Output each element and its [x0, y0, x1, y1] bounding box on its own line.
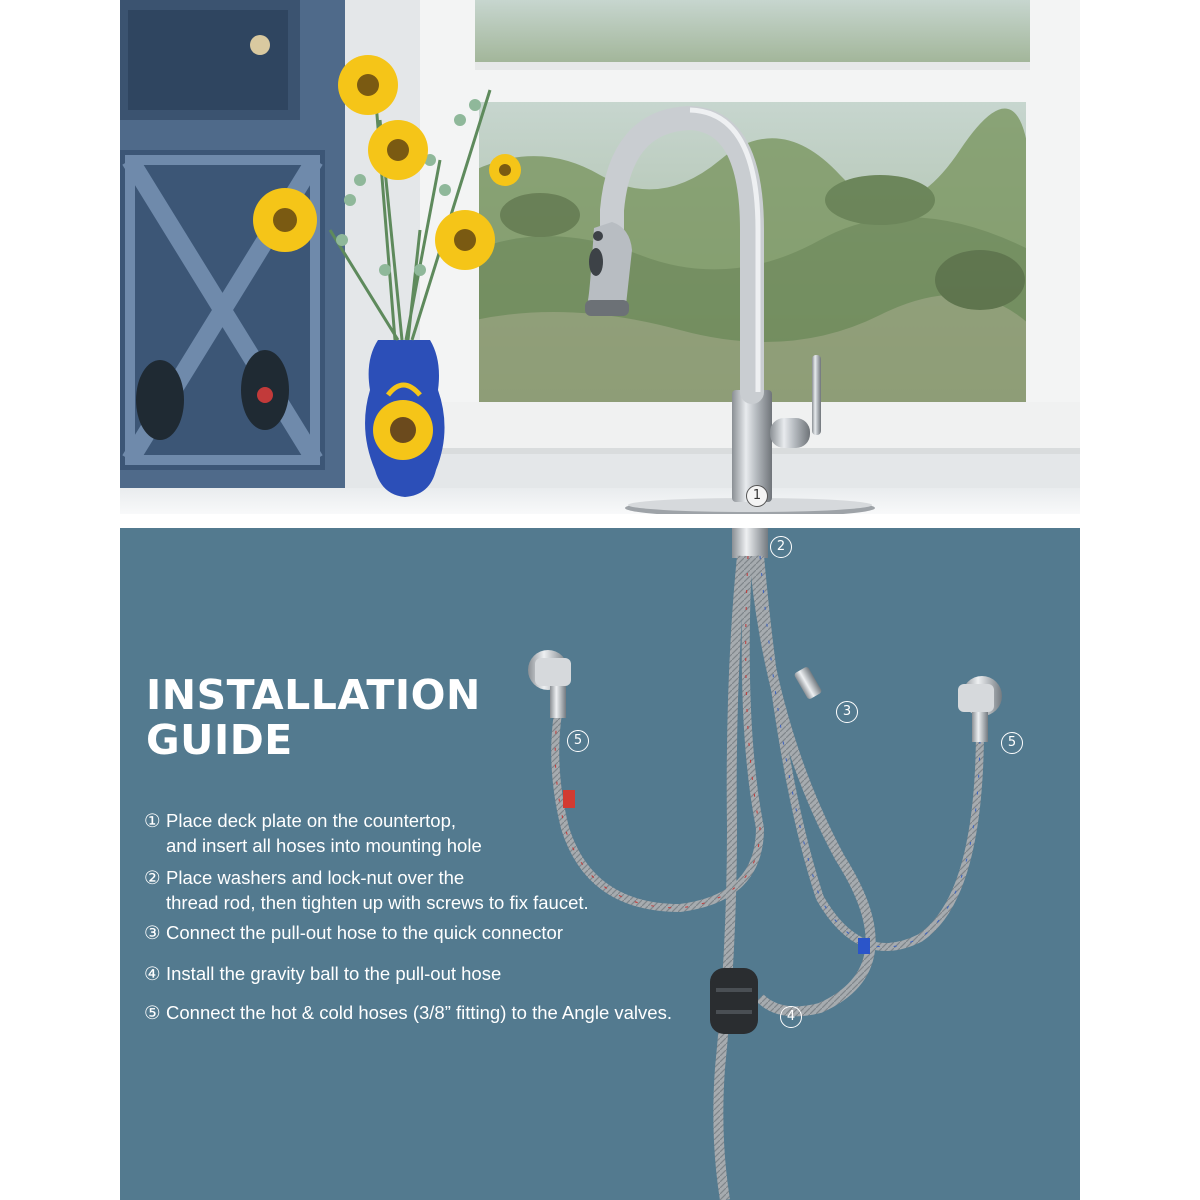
step-text: Place deck plate on the countertop,: [166, 810, 457, 831]
gravity-ball-icon: [710, 968, 758, 1034]
title-line-1: INSTALLATION: [146, 671, 481, 719]
callout-4: 4: [780, 1006, 802, 1028]
callout-2: 2: [770, 536, 792, 558]
step-4: [144, 961, 501, 986]
step-number: ①: [144, 810, 161, 831]
divider: [120, 514, 1080, 528]
step-text: Connect the pull-out hose to the quick connector: [166, 922, 563, 943]
step-text: Install the gravity ball to the pull-out hose: [166, 963, 502, 984]
step-text-continued: thread rod, then tighten up with screws to fix faucet.: [166, 892, 589, 913]
hose-diagram: [120, 528, 1080, 1200]
step-number: ④: [144, 963, 161, 984]
page-title: [146, 673, 481, 763]
step-number: ②: [144, 867, 161, 888]
callout-1: 1: [746, 485, 768, 507]
kitchen-photo: [120, 0, 1080, 514]
step-text-continued: and insert all hoses into mounting hole: [166, 835, 482, 856]
braided-hose-icon: [718, 556, 742, 1200]
step-1: [144, 808, 482, 858]
step-number: ⑤: [144, 1002, 161, 1023]
step-number: ③: [144, 922, 161, 943]
callout-5-right: 5: [1001, 732, 1023, 754]
step-2: [144, 865, 589, 915]
title-line-2: GUIDE: [146, 716, 293, 764]
angle-valve-icon: [528, 650, 571, 718]
angle-valve-icon: [958, 676, 1002, 742]
callout-5-left: 5: [567, 730, 589, 752]
installation-guide-image: [120, 0, 1080, 1200]
step-5: [144, 1000, 672, 1025]
shank-icon: [732, 528, 768, 558]
step-text: Connect the hot & cold hoses (3/8” fitting) to the Angle valves.: [166, 1002, 672, 1023]
step-text: Place washers and lock-nut over the: [166, 867, 465, 888]
instructions-panel: [120, 528, 1080, 1200]
callout-3: 3: [836, 701, 858, 723]
step-3: [144, 920, 563, 945]
kitchen-scene-icon: [120, 0, 1080, 514]
